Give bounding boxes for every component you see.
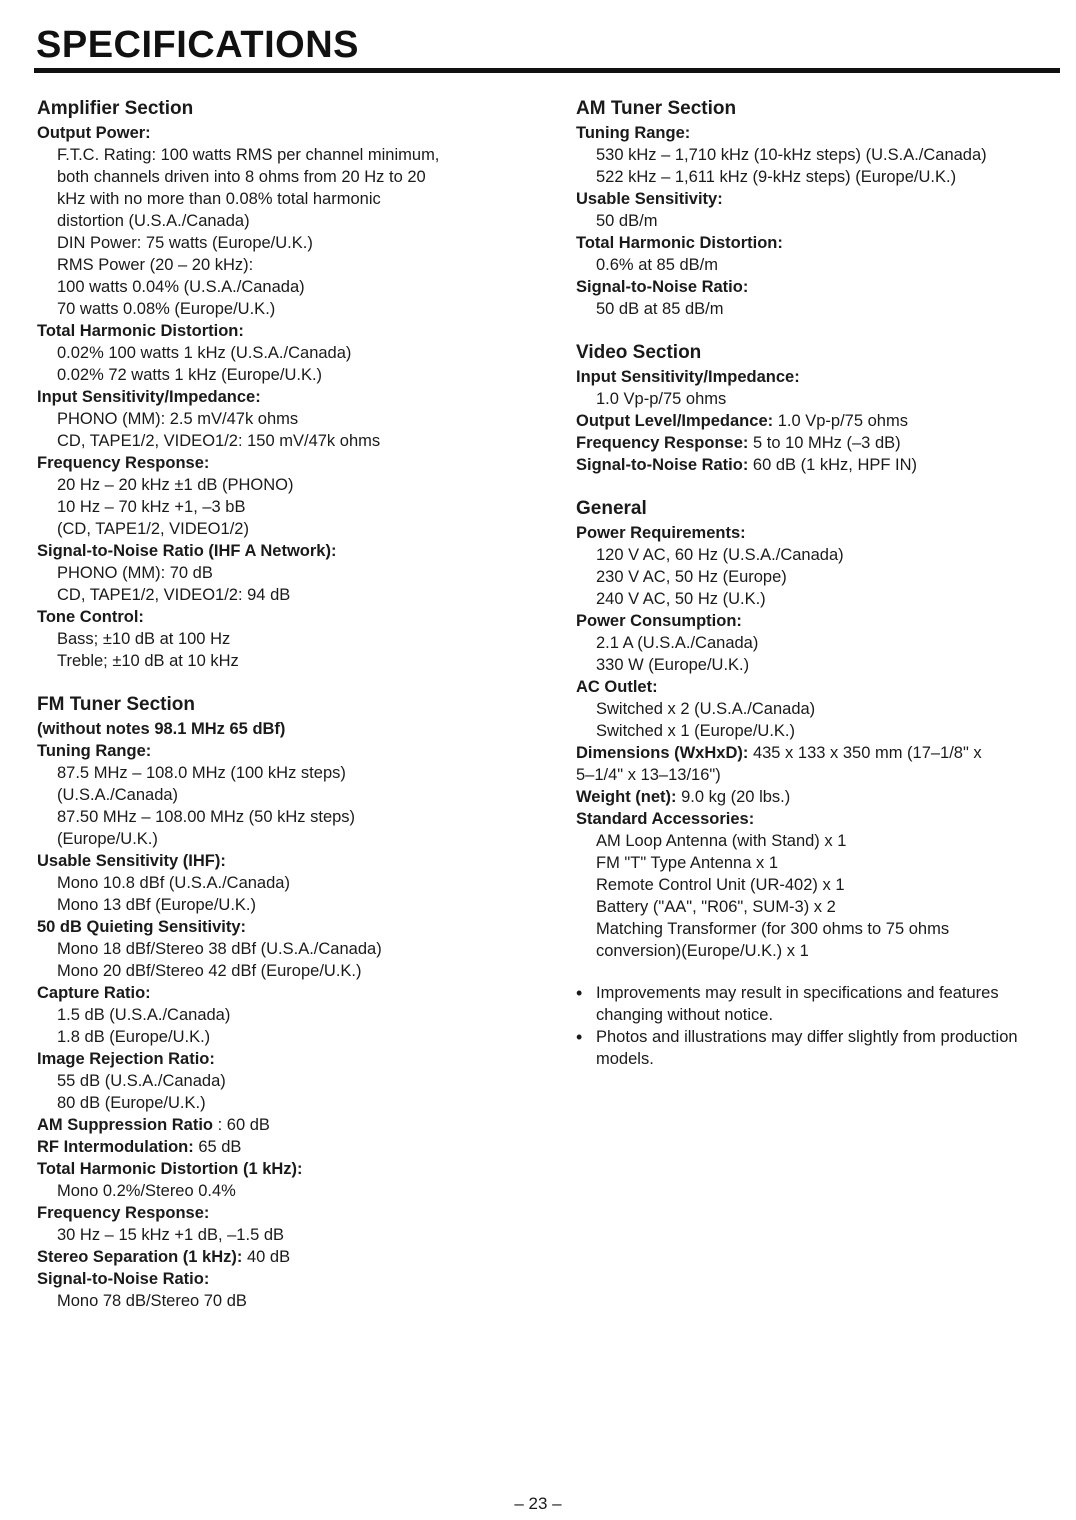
- right-column: [576, 96, 1046, 1070]
- spec-value-video-frequency: 5 to 10 MHz (–3 dB): [748, 434, 901, 452]
- spec-label-fm-image-rejection: Image Rejection Ratio:: [37, 1050, 215, 1068]
- spec-label-input-sensitivity: Input Sensitivity/Impedance:: [37, 388, 261, 406]
- spec-value-line: 0.02% 100 watts 1 kHz (U.S.A./Canada): [57, 344, 352, 362]
- spec-value-rf-intermodulation: 65 dB: [193, 1138, 242, 1156]
- section-heading-video: Video Section: [576, 342, 702, 363]
- spec-value-line: kHz with no more than 0.08% total harmonic: [57, 190, 381, 208]
- spec-label-tone-control: Tone Control:: [37, 608, 144, 626]
- spec-value-video-snr: 60 dB (1 kHz, HPF IN): [748, 456, 918, 474]
- spec-label-power-consumption: Power Consumption:: [576, 612, 742, 630]
- spec-value-line: Switched x 1 (Europe/U.K.): [596, 722, 795, 740]
- section-heading-general: General: [576, 498, 647, 519]
- spec-value-line: 50 dB at 85 dB/m: [596, 300, 724, 318]
- spec-values-am-snr: [576, 298, 1046, 320]
- note-item: • Photos and illustrations may differ slightly from production models.: [576, 1026, 1046, 1070]
- page-title: SPECIFICATIONS: [36, 24, 359, 66]
- spec-value-line: 100 watts 0.04% (U.S.A./Canada): [57, 278, 305, 296]
- spec-values-input-sensitivity: [37, 408, 537, 452]
- left-column: [37, 96, 537, 1312]
- spec-label-fm-thd: Total Harmonic Distortion (1 kHz):: [37, 1160, 303, 1178]
- spec-label-video-frequency: Frequency Response:: [576, 434, 749, 452]
- spec-values-output-power: [37, 144, 537, 320]
- spec-value-line: 20 Hz – 20 kHz ±1 dB (PHONO): [57, 476, 294, 494]
- spec-values-tone-control: [37, 628, 537, 672]
- spec-label-rf-intermodulation: RF Intermodulation:: [37, 1138, 194, 1156]
- spec-values-fm-usable-sensitivity: [37, 872, 537, 916]
- spec-value-am-suppression: : 60 dB: [213, 1116, 270, 1134]
- spec-value-line: Remote Control Unit (UR-402) x 1: [596, 876, 845, 894]
- spec-value-line: Mono 20 dBf/Stereo 42 dBf (Europe/U.K.): [57, 962, 362, 980]
- spec-values-fm-tuning-range: [37, 762, 537, 850]
- spec-row-video-snr: [576, 454, 1046, 476]
- spec-values-snr: [37, 562, 537, 606]
- spec-label-fm-frequency-response: Frequency Response:: [37, 1204, 210, 1222]
- spec-value-line: 80 dB (Europe/U.K.): [57, 1094, 206, 1112]
- spec-label-fm-snr: Signal-to-Noise Ratio:: [37, 1270, 210, 1288]
- spec-value-line: both channels driven into 8 ohms from 20 Hz to 20: [57, 168, 426, 186]
- spec-label-video-snr: Signal-to-Noise Ratio:: [576, 456, 749, 474]
- spec-label-am-suppression: AM Suppression Ratio: [37, 1116, 214, 1134]
- spec-value-line: (CD, TAPE1/2, VIDEO1/2): [57, 520, 249, 538]
- spec-value-line: FM "T" Type Antenna x 1: [596, 854, 778, 872]
- spec-value-line: Treble; ±10 dB at 10 kHz: [57, 652, 239, 670]
- spec-values-accessories: [576, 830, 1046, 962]
- spec-values-am-tuning-range: [576, 144, 1046, 188]
- spec-value-line: Mono 78 dB/Stereo 70 dB: [57, 1292, 247, 1310]
- spec-label-frequency-response: Frequency Response:: [37, 454, 210, 472]
- spec-value-line: (U.S.A./Canada): [57, 786, 179, 804]
- spec-label-weight: Weight (net):: [576, 788, 677, 806]
- spec-value-line: 120 V AC, 60 Hz (U.S.A./Canada): [596, 546, 844, 564]
- spec-label-video-input: Input Sensitivity/Impedance:: [576, 368, 800, 386]
- spec-value-line: CD, TAPE1/2, VIDEO1/2: 150 mV/47k ohms: [57, 432, 381, 450]
- spec-value-line: 1.0 Vp-p/75 ohms: [596, 390, 727, 408]
- spec-row-dimensions: [576, 742, 1046, 764]
- spec-value-line: Matching Transformer (for 300 ohms to 75 ohms: [596, 920, 950, 938]
- section-heading-am-tuner: AM Tuner Section: [576, 98, 737, 119]
- spec-values-thd: [37, 342, 537, 386]
- spec-value-line: 530 kHz – 1,710 kHz (10-kHz steps) (U.S.A./Canada): [596, 146, 987, 164]
- spec-row-video-output: [576, 410, 1046, 432]
- spec-value-line: 0.6% at 85 dB/m: [596, 256, 718, 274]
- spec-row-stereo-separation: [37, 1246, 537, 1268]
- spec-label-dimensions: Dimensions (WxHxD):: [576, 744, 749, 762]
- spec-label-fm-quieting: 50 dB Quieting Sensitivity:: [37, 918, 247, 936]
- spec-value-dimensions-cont: 5–1/4" x 13–13/16"): [576, 766, 721, 784]
- spec-value-line: Mono 13 dBf (Europe/U.K.): [57, 896, 257, 914]
- spec-label-ac-outlet: AC Outlet:: [576, 678, 658, 696]
- spec-values-am-thd: [576, 254, 1046, 276]
- title-rule: [34, 68, 1060, 73]
- spec-values-power-consumption: [576, 632, 1046, 676]
- spec-label-fm-tuning-range: Tuning Range:: [37, 742, 152, 760]
- spec-value-line: conversion)(Europe/U.K.) x 1: [596, 942, 809, 960]
- spec-value-line: 240 V AC, 50 Hz (U.K.): [596, 590, 766, 608]
- spec-value-line: 30 Hz – 15 kHz +1 dB, –1.5 dB: [57, 1226, 285, 1244]
- spec-value-line: (Europe/U.K.): [57, 830, 158, 848]
- spec-value-line: 50 dB/m: [596, 212, 658, 230]
- spec-values-fm-snr: [37, 1290, 537, 1312]
- spec-value-line: Battery ("AA", "R06", SUM-3) x 2: [596, 898, 836, 916]
- spec-value-line: F.T.C. Rating: 100 watts RMS per channel minimum,: [57, 146, 440, 164]
- spec-value-line: AM Loop Antenna (with Stand) x 1: [596, 832, 847, 850]
- spec-values-fm-quieting: [37, 938, 537, 982]
- spec-values-fm-thd: [37, 1180, 537, 1202]
- spec-values-frequency-response: [37, 474, 537, 540]
- spec-value-line: Mono 0.2%/Stereo 0.4%: [57, 1182, 236, 1200]
- spec-label-power-requirements: Power Requirements:: [576, 524, 746, 542]
- spec-value-line: Switched x 2 (U.S.A./Canada): [596, 700, 816, 718]
- spec-value-line: 70 watts 0.08% (Europe/U.K.): [57, 300, 276, 318]
- spec-values-am-usable-sensitivity: [576, 210, 1046, 232]
- spec-label-am-usable-sensitivity: Usable Sensitivity:: [576, 190, 723, 208]
- spec-value-dimensions: 435 x 133 x 350 mm (17–1/8" x: [748, 744, 982, 762]
- spec-value-line: distortion (U.S.A./Canada): [57, 212, 250, 230]
- spec-values-power-requirements: [576, 544, 1046, 610]
- spec-value-stereo-separation: 40 dB: [242, 1248, 291, 1266]
- spec-label-fm-capture: Capture Ratio:: [37, 984, 151, 1002]
- spec-row-weight: [576, 786, 1046, 808]
- spec-label-stereo-separation: Stereo Separation (1 kHz):: [37, 1248, 243, 1266]
- spec-value-line: Mono 10.8 dBf (U.S.A./Canada): [57, 874, 290, 892]
- fm-note: (without notes 98.1 MHz 65 dBf): [37, 720, 286, 738]
- spec-values-ac-outlet: [576, 698, 1046, 742]
- spec-values-video-input: [576, 388, 1046, 410]
- page-number: – 23 –: [514, 1494, 562, 1513]
- spec-label-thd: Total Harmonic Distortion:: [37, 322, 244, 340]
- spec-value-line: 230 V AC, 50 Hz (Europe): [596, 568, 787, 586]
- spec-label-fm-usable-sensitivity: Usable Sensitivity (IHF):: [37, 852, 226, 870]
- section-heading-amplifier: Amplifier Section: [37, 98, 194, 119]
- section-heading-fm-tuner: FM Tuner Section: [37, 694, 195, 715]
- spec-values-fm-frequency-response: [37, 1224, 537, 1246]
- spec-value-line: 87.5 MHz – 108.0 MHz (100 kHz steps): [57, 764, 346, 782]
- spec-value-line: PHONO (MM): 2.5 mV/47k ohms: [57, 410, 299, 428]
- spec-value-line: PHONO (MM): 70 dB: [57, 564, 213, 582]
- spec-value-line: Bass; ±10 dB at 100 Hz: [57, 630, 231, 648]
- spec-value-video-output: 1.0 Vp-p/75 ohms: [773, 412, 908, 430]
- spec-label-accessories: Standard Accessories:: [576, 810, 755, 828]
- spec-value-line: 1.5 dB (U.S.A./Canada): [57, 1006, 231, 1024]
- spec-value-weight: 9.0 kg (20 lbs.): [676, 788, 791, 806]
- spec-row-am-suppression: [37, 1114, 537, 1136]
- spec-values-fm-capture: [37, 1004, 537, 1048]
- spec-values-fm-image-rejection: [37, 1070, 537, 1114]
- note-item: • Improvements may result in specifications and features changing without notice.: [576, 982, 1046, 1026]
- spec-row-rf-intermodulation: [37, 1136, 537, 1158]
- spec-label-output-power: Output Power:: [37, 124, 151, 142]
- spec-value-line: 522 kHz – 1,611 kHz (9-kHz steps) (Europe/U.K.): [596, 168, 957, 186]
- spec-value-line: 55 dB (U.S.A./Canada): [57, 1072, 226, 1090]
- spec-value-line: 2.1 A (U.S.A./Canada): [596, 634, 759, 652]
- spec-value-line: 330 W (Europe/U.K.): [596, 656, 750, 674]
- spec-value-line: 0.02% 72 watts 1 kHz (Europe/U.K.): [57, 366, 323, 384]
- spec-value-line: Mono 18 dBf/Stereo 38 dBf (U.S.A./Canada): [57, 940, 382, 958]
- spec-value-line: RMS Power (20 – 20 kHz):: [57, 256, 254, 274]
- spec-value-line: DIN Power: 75 watts (Europe/U.K.): [57, 234, 313, 252]
- spec-value-line: 87.50 MHz – 108.00 MHz (50 kHz steps): [57, 808, 356, 826]
- spec-value-line: 10 Hz – 70 kHz +1, –3 bB: [57, 498, 246, 516]
- spec-value-line: CD, TAPE1/2, VIDEO1/2: 94 dB: [57, 586, 291, 604]
- spec-label-video-output: Output Level/Impedance:: [576, 412, 774, 430]
- spec-row-video-frequency: [576, 432, 1046, 454]
- spec-label-am-thd: Total Harmonic Distortion:: [576, 234, 783, 252]
- spec-value-line: 1.8 dB (Europe/U.K.): [57, 1028, 211, 1046]
- spec-label-am-tuning-range: Tuning Range:: [576, 124, 691, 142]
- notes-list: [576, 982, 1046, 1070]
- spec-label-snr: Signal-to-Noise Ratio (IHF A Network):: [37, 542, 337, 560]
- spec-label-am-snr: Signal-to-Noise Ratio:: [576, 278, 749, 296]
